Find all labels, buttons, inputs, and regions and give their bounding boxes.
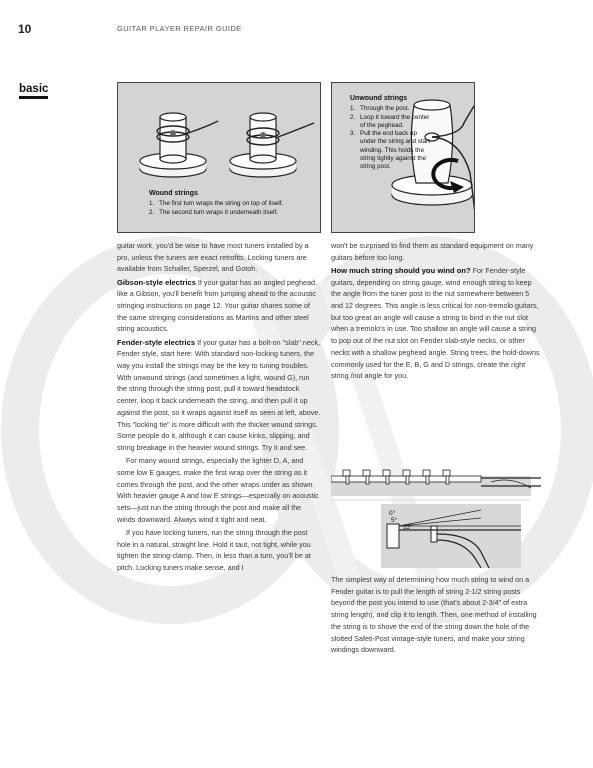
unwound-strings-caption <box>350 95 430 172</box>
paragraph-locking-tuners: If you have locking tuners, run the string through the post hole in a natural, straight line. Hold it taut, not tight, while you tighten the string-clamp. Then, in less than a turn, you'll be at pitch. Locking tuners make sense, and I <box>117 527 311 572</box>
paragraph-gibson: Gibson-style electrics If your guitar has an angled peghead, like a Gibson, you'll benefit from jumping ahead to the acoustic stringing instructions on page 12. Your guitar shares some of the same stringing considerations as Martins and other steel string acoustics. <box>117 277 318 334</box>
angle-twelve-label: 12° <box>403 524 413 531</box>
right-text-column <box>331 240 541 383</box>
paragraph-standard-equipment: won't be surprised to find them as standard equipment on many guitars before too long. <box>331 241 534 262</box>
unwound-step-2: 2. Loop it toward the center of the peghead. <box>350 113 430 129</box>
section-tag: basic <box>19 83 48 99</box>
running-title: GUITAR PLAYER REPAIR GUIDE <box>117 24 242 33</box>
neck-angle-illustration <box>331 468 541 578</box>
wound-strings-title: Wound strings <box>149 190 198 197</box>
left-text-column <box>117 240 321 575</box>
paragraph-how-much-string: How much string should you wind on? For Fender-style guitars, depending on string gauge, wind enough string to keep the angle from the tuner post to the nut somewhere between 5 and 12 degrees. This angle is less critical for non-tremolo guitars, but too great an angle will cause a string to bind in the nut slot when a tremolo's in use. Too shallow an angle will cause a string to pop out of the nut slot on Fender slab-style necks, or other necks with a shallow peghead angle. String trees, the hold-downs commonly used for the E, B, G and D strings, create the right string /nut angle for you. <box>331 265 540 381</box>
wound-strings-figure <box>117 82 321 233</box>
page-number: 10 <box>18 22 32 36</box>
tuner-post-1 <box>140 113 218 177</box>
unwound-strings-title: Unwound strings <box>350 95 408 102</box>
angle-five-label: 5° <box>391 517 398 524</box>
unwound-step-3: 3. Pull the end back up under the string and start winding. This holds the string tightly against the string post. <box>350 130 431 171</box>
heading-gibson: Gibson-style electrics <box>117 277 196 287</box>
unwound-strings-figure <box>331 82 475 233</box>
paragraph-simplest-way: The simplest way of determining how much string to wind on a Fender guitar is to pull the length of string 2-1/2 string posts beyond the post you intend to use (that's about 2-3/4" of extra string length), and clip it to length. Then, one method of installing the string is to shove the end of the string down the hole of the slotted Safeti-Post vintage-style tuners, and make your string windings downward. <box>331 575 537 655</box>
wound-strings-caption <box>149 190 319 217</box>
paragraph-wound-strings: For many wound strings, especially the lighter D, A, and some low E gauges, make the first wrap over the string as it comes through the post, and the other wraps under as shown. With heavier gauge A and low E strings—especially on acoustic sets—just run the string through the post and make all the winds downward. Always wind it tight and neat. <box>117 456 319 524</box>
string-angle-figure <box>331 468 541 578</box>
heading-how-much-string: How much string should you wind on? <box>331 265 471 275</box>
paragraph-fender: Fender-style electrics If your guitar has a bolt-on "slab" neck, Fender style, start here: With standard non-locking tuners, the way you install the strings may be the key to tuning troubles. With unwound strings (and sometimes a light, wound G), run the string through the string post, pull it toward headstock center, loop it back underneath the string, and then pull it up against the post, so it wraps against itself as seen at left, above. This "locking tie" is more difficult with the thicker wound strings. Some people do it, although it can cause kinks, slipping, and string breakage in the heavier wound strings. Try it and see. <box>117 337 321 452</box>
wound-step-2: 2. The second turn wraps it underneath itself. <box>149 208 279 216</box>
heading-fender: Fender-style electrics <box>117 337 196 347</box>
unwound-step-1: 1. Through the post. <box>350 105 410 113</box>
wound-step-1: 1. The first turn wraps the string on top of itself. <box>149 200 284 208</box>
right-text-column-bottom <box>331 574 541 657</box>
angle-zero-label: 0° <box>389 510 396 517</box>
tuner-post-2 <box>230 113 314 177</box>
paragraph-locking-tuners-intro: guitar work, you'd be wise to have most tuners installed by a pro, unless the tuners are exact retrofits. Locking tuners are available from Schaller, Sperzel, and Gotoh. <box>117 241 309 274</box>
